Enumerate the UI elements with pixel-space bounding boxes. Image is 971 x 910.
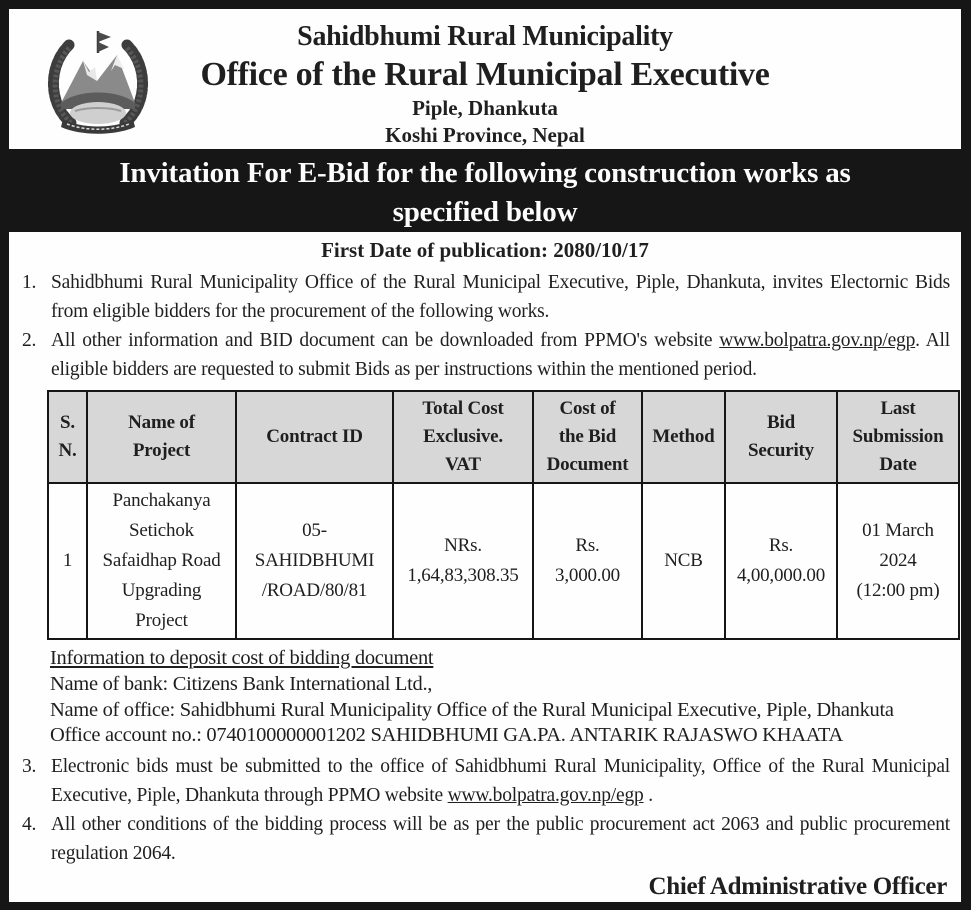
address-line-1: Piple, Dhankuta <box>412 96 558 120</box>
notice-item-1 <box>9 268 961 326</box>
notice-item-3 <box>9 752 961 810</box>
notice-item-4 <box>9 810 961 868</box>
bid-table-header-row <box>48 391 959 483</box>
item-text: . All eligible bidders are requested to submit Bids as per instructions within the mentioned period. <box>51 330 950 380</box>
item-number: 2. <box>22 330 37 351</box>
bank-name-line: Name of bank: Citizens Bank International Ltd., <box>50 672 433 695</box>
invitation-banner <box>9 149 961 232</box>
cell-sn: 1 <box>48 483 87 639</box>
cell-bid-doc-cost: Rs. 3,000.00 <box>533 483 642 639</box>
col-header-bid-security: Bid Security <box>725 391 837 483</box>
notice-item-2 <box>9 326 961 384</box>
office-name: Office of the Rural Municipal Executive <box>200 56 770 93</box>
ppmo-website-link: www.bolpatra.gov.np/egp <box>719 330 916 351</box>
col-header-sn: S. N. <box>48 391 87 483</box>
publication-date: First Date of publication: 2080/10/17 <box>321 238 649 262</box>
bid-table-row <box>48 483 959 639</box>
item-number: 4. <box>22 814 37 836</box>
col-header-contract-id: Contract ID <box>236 391 393 483</box>
col-header-project: Name of Project <box>87 391 236 483</box>
ppmo-website-link: www.bolpatra.gov.np/egp <box>447 785 644 807</box>
notice-body <box>9 232 961 902</box>
deposit-info <box>50 646 951 749</box>
col-header-method: Method <box>642 391 725 483</box>
address-line-2: Koshi Province, Nepal <box>385 123 585 147</box>
col-header-total-cost: Total Cost Exclusive. VAT <box>393 391 533 483</box>
signature-title: Chief Administrative Officer <box>648 873 947 901</box>
cell-method: NCB <box>642 483 725 639</box>
deposit-info-heading: Information to deposit cost of bidding document <box>50 647 434 669</box>
cell-project: Panchakanya Setichok Safaidhap Road Upgrading Project <box>87 483 236 639</box>
org-name: Sahidbhumi Rural Municipality <box>297 21 673 52</box>
item-number: 1. <box>22 272 37 293</box>
letterhead <box>9 9 961 149</box>
col-header-last-submission: Last Submission Date <box>837 391 959 483</box>
item-text: Sahidbhumi Rural Municipality Office of the Rural Municipal Executive, Piple, Dhankuta, invites Electornic Bids from eligible bidders for the procurement of the following works. <box>51 272 950 322</box>
col-header-bid-doc-cost: Cost of the Bid Document <box>533 391 642 483</box>
account-number-line: Office account no.: 0740100000001202 SAHIDBHUMI GA.PA. ANTARIK RAJASWO KHAATA <box>50 724 844 747</box>
cell-contract-id: 05- SAHIDBHUMI /ROAD/80/81 <box>236 483 393 639</box>
item-text: Electronic bids must be submitted to the office of Sahidbhumi Rural Municipality, Office of the Rural Municipal Executive, Piple, Dhankuta through PPMO website <box>51 756 950 807</box>
bid-table <box>47 390 960 640</box>
cell-last-submission: 01 March 2024 (12:00 pm) <box>837 483 959 639</box>
cell-bid-security: Rs. 4,00,000.00 <box>725 483 837 639</box>
nepal-coat-of-arms-icon <box>37 23 159 137</box>
office-name-line: Name of office: Sahidbhumi Rural Municipality Office of the Rural Municipal Executive, Piple, Dhankuta <box>50 698 894 721</box>
cell-total-cost: NRs. 1,64,83,308.35 <box>393 483 533 639</box>
item-number: 3. <box>22 756 37 778</box>
item-text: All other information and BID document can be downloaded from PPMO's website <box>51 330 720 351</box>
invitation-banner-title: Invitation For E-Bid for the following construction works as specified below <box>119 157 851 228</box>
item-text: . <box>643 785 653 807</box>
item-text: All other conditions of the bidding process will be as per the public procurement act 2063 and public procurement regulation 2064. <box>51 814 950 865</box>
